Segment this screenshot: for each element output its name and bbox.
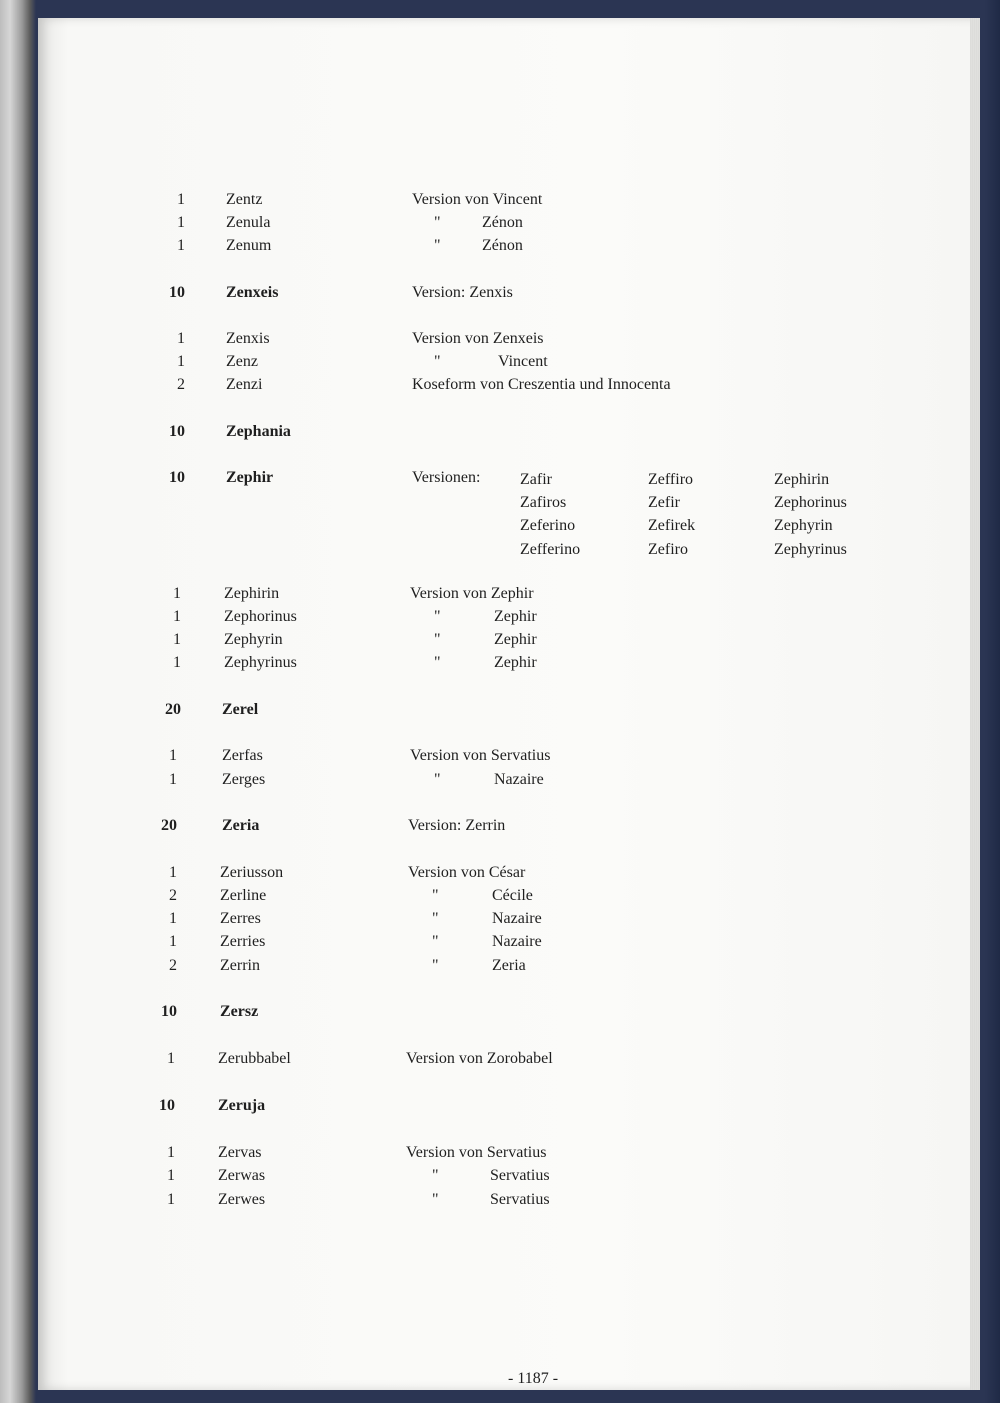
ditto-mark: ": [434, 654, 441, 671]
ditto-mark: ": [434, 214, 441, 231]
entry-name: Zersz: [220, 1003, 259, 1020]
page-number: - 1187 -: [508, 1370, 559, 1387]
entry-reference: Zephir: [494, 654, 537, 671]
entry-description: Version von César: [408, 864, 526, 881]
entry-reference: Servatius: [490, 1167, 550, 1184]
entry-name: Zephyrinus: [224, 654, 297, 671]
entry-count: 1: [177, 353, 185, 370]
zephir-version: Zefferino: [520, 541, 581, 558]
entry-count: 1: [173, 654, 181, 671]
entry-count: 2: [169, 957, 177, 974]
entry-name: Zervas: [218, 1144, 262, 1161]
entry-count: 10: [169, 469, 185, 486]
entry-count: 1: [173, 608, 181, 625]
entry-name: Zephirin: [224, 585, 280, 602]
ditto-mark: ": [432, 1191, 439, 1208]
entry-count: 1: [169, 910, 177, 927]
entry-name: Zenxeis: [226, 284, 279, 301]
ditto-mark: ": [434, 608, 441, 625]
entry-name: Zephania: [226, 423, 291, 440]
ditto-mark: ": [432, 1167, 439, 1184]
zephir-version: Zeffiro: [648, 471, 694, 488]
entry-reference: Zeria: [492, 957, 526, 974]
ditto-mark: ": [432, 887, 439, 904]
entry-name: Zerwas: [218, 1167, 266, 1184]
zephir-version: Zefir: [648, 494, 680, 511]
entry-name: Zentz: [226, 191, 263, 208]
entry-name: Zenxis: [226, 330, 270, 347]
entry-name: Zenzi: [226, 376, 263, 393]
entry-name: Zenum: [226, 237, 272, 254]
entry-name: Zeria: [222, 817, 260, 834]
zephir-version: Zafir: [520, 471, 552, 488]
entry-description: Koseform von Creszentia und Innocenta: [412, 376, 671, 393]
entry-description: Version von Servatius: [406, 1144, 547, 1161]
entry-name: Zerries: [220, 933, 266, 950]
zephir-version: Zafiros: [520, 494, 567, 511]
entry-reference: Nazaire: [492, 910, 542, 927]
entry-description: Version von Zorobabel: [406, 1050, 553, 1067]
entry-name: Zenz: [226, 353, 258, 370]
entry-count: 10: [161, 1003, 177, 1020]
zephir-version: Zeferino: [520, 517, 576, 534]
entry-count: 1: [167, 1050, 175, 1067]
entry-name: Zeriusson: [220, 864, 284, 881]
zephir-version: Zephirin: [774, 471, 830, 488]
ditto-mark: ": [432, 957, 439, 974]
entry-name: Zeruja: [218, 1097, 266, 1114]
zephir-version: Zephorinus: [774, 494, 847, 511]
book-page: [38, 18, 980, 1390]
entry-count: 2: [177, 376, 185, 393]
entry-name: Zerfas: [222, 747, 263, 764]
ditto-mark: ": [432, 910, 439, 927]
entry-description: Version: Zerrin: [408, 817, 506, 834]
entry-name: Zephir: [226, 469, 274, 486]
entry-count: 1: [167, 1167, 175, 1184]
ditto-mark: ": [434, 237, 441, 254]
entry-count: 1: [173, 631, 181, 648]
zephir-version: Zephyrinus: [774, 541, 847, 558]
page-edge: [970, 18, 980, 1390]
entry-count: 1: [173, 585, 181, 602]
entry-name: Zephorinus: [224, 608, 297, 625]
entry-count: 1: [169, 864, 177, 881]
entry-reference: Zénon: [482, 214, 523, 231]
entry-count: 1: [177, 214, 185, 231]
entry-name: Zerel: [222, 701, 259, 718]
entry-reference: Cécile: [492, 887, 533, 904]
ditto-mark: ": [432, 933, 439, 950]
entry-count: 1: [177, 330, 185, 347]
entry-name: Zerrin: [220, 957, 260, 974]
entry-count: 1: [169, 771, 177, 788]
ditto-mark: ": [434, 771, 441, 788]
entry-count: 10: [169, 284, 185, 301]
zephir-version: Zephyrin: [774, 517, 833, 534]
entry-reference: Zephir: [494, 631, 537, 648]
entry-count: 10: [159, 1097, 175, 1114]
zephir-version: Zefiro: [648, 541, 688, 558]
entry-reference: Zephir: [494, 608, 537, 625]
entry-reference: Zénon: [482, 237, 523, 254]
entry-reference: Nazaire: [492, 933, 542, 950]
entry-reference: Nazaire: [494, 771, 544, 788]
entry-count: 2: [169, 887, 177, 904]
entry-name: Zerwes: [218, 1191, 266, 1208]
entry-description: Version von Servatius: [410, 747, 551, 764]
entry-count: 1: [167, 1191, 175, 1208]
entry-count: 1: [169, 933, 177, 950]
zephir-version: Zefirek: [648, 517, 696, 534]
entry-name: Zerline: [220, 887, 267, 904]
entry-count: 10: [169, 423, 185, 440]
entry-count: 20: [161, 817, 177, 834]
entry-description: Version von Zenxeis: [412, 330, 544, 347]
entry-description: Versionen:: [412, 469, 481, 486]
entry-count: 1: [167, 1144, 175, 1161]
entry-count: 20: [165, 701, 181, 718]
entry-name: Zerubbabel: [218, 1050, 291, 1067]
entry-reference: Vincent: [498, 353, 548, 370]
entry-description: Version von Zephir: [410, 585, 534, 602]
ditto-mark: ": [434, 631, 441, 648]
entry-description: Version: Zenxis: [412, 284, 513, 301]
entry-name: Zerres: [220, 910, 261, 927]
entry-name: Zerges: [222, 771, 266, 788]
entry-count: 1: [177, 237, 185, 254]
entry-count: 1: [169, 747, 177, 764]
entry-name: Zenula: [226, 214, 271, 231]
entry-name: Zephyrin: [224, 631, 283, 648]
entry-description: Version von Vincent: [412, 191, 543, 208]
ditto-mark: ": [434, 353, 441, 370]
entry-count: 1: [177, 191, 185, 208]
entry-reference: Servatius: [490, 1191, 550, 1208]
